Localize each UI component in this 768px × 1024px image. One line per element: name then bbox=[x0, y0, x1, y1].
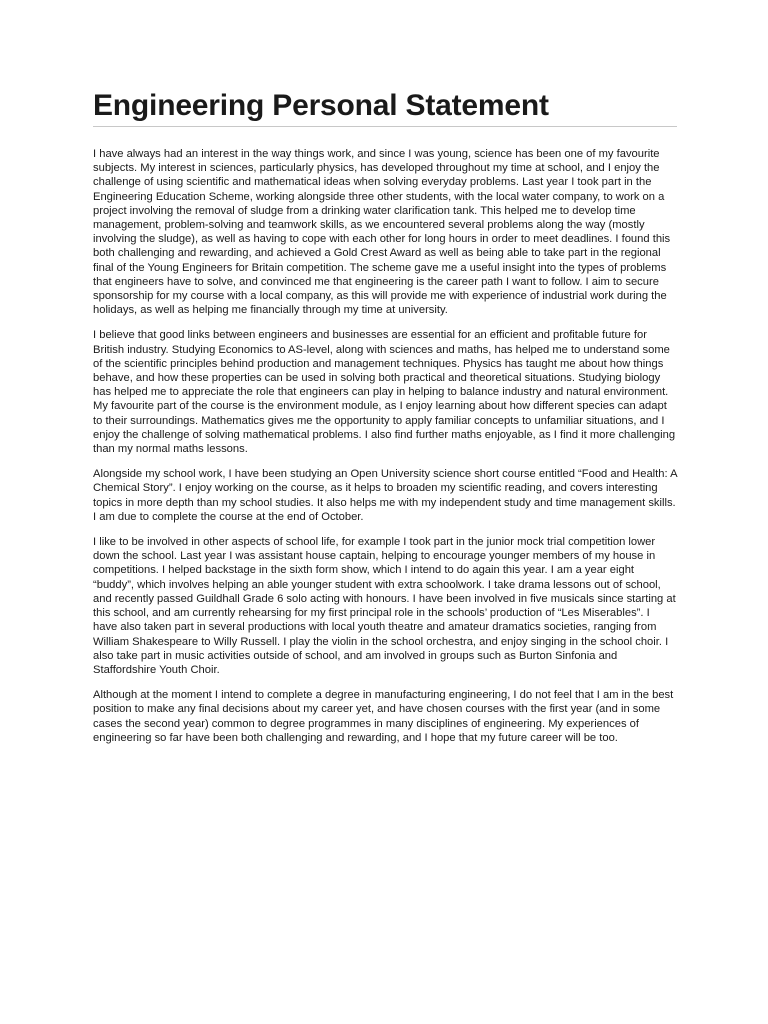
paragraph-school-life: I like to be involved in other aspects of school life, for example I took part in the junior mock trial competition lower down the school. Last year I was assistant house captain, helping to encourage younger members of my house in competitions. I helped backstage in the sixth form show, which I intend to do again this year. I am a year eight “buddy”, which involves helping an able younger student with extra schoolwork. I take drama lessons out of school, and recently passed Guildhall Grade 6 solo acting with honours. I have been involved in five musicals since starting at this school, and am currently rehearsing for my first principal role in the schools’ production of “Les Miserables”. I have also taken part in several productions with local youth theatre and amateur dramatics societies, ranging from William Shakespeare to Willy Russell. I play the violin in the school orchestra, and enjoy singing in the school choir. I also take part in music activities outside of school, and am involved in groups such as Burton Sinfonia and Staffordshire Youth Choir. bbox=[93, 536, 676, 676]
document-page bbox=[93, 88, 677, 756]
page-title: Engineering Personal Statement bbox=[93, 88, 677, 127]
paragraph-open-university: Alongside my school work, I have been studying an Open University science short course entitled “Food and Health: A Chemical Story”. I enjoy working on the course, as it helps to broaden my scientific reading, and covers interesting topics in more depth than my school studies. It also helps me with my independent study and time management skills. I am due to complete the course at the end of October. bbox=[93, 468, 677, 523]
paragraph-conclusion: Although at the moment I intend to complete a degree in manufacturing engineering, I do not feel that I am in the best position to make any final decisions about my career yet, and have chosen courses with the first year (and in some cases the second year) common to degree programmes in many disciplines of engineering. My experiences of engineering so far have been both challenging and rewarding, and I hope that my future career will be too. bbox=[93, 689, 674, 744]
paragraph-industry-links: I believe that good links between engineers and businesses are essential for an efficient and profitable future for British industry. Studying Economics to AS-level, along with sciences and maths, has helped me to understand some of the scientific principles behind production and management techniques. Physics has taught me about how things behave, and how these properties can be used in solving both practical and theoretical situations. Studying biology has helped me to appreciate the role that engineers can play in helping to balance industry and natural environment. My favourite part of the course is the environment module, as I enjoy learning about how different species can adapt to their surroundings. Mathematics gives me the opportunity to apply familiar concepts to unfamiliar situations, and I enjoy the challenge of solving mathematical problems. I also find further maths enjoyable, as I find it more challenging than my normal maths lessons. bbox=[93, 329, 676, 456]
paragraph-interest: I have always had an interest in the way things work, and since I was young, science has been one of my favourite subjects. My interest in sciences, particularly physics, has developed throughout my time at school, and I enjoy the challenge of using scientific and mathematical ideas when solving everyday problems. Last year I took part in the Engineering Education Scheme, working alongside three other students, with the local water company, to work on a project involving the removal of sludge from a drinking water clarification tank. This helped me to develop time management, problem-solving and teamwork skills, as we encountered several problems along the way (mostly involving the sludge), as well as having to cope with each other for long hours in order to meet deadlines. I found this both challenging and rewarding, and achieved a Gold Crest Award as well as being able to take part in the regional final of the Young Engineers for Britain competition. The scheme gave me a useful insight into the types of problems that engineers have to solve, and convinced me that engineering is the career path I want to follow. I aim to secure sponsorship for my course with a local company, as this will provide me with experience of industrial work during the holidays, as well as helping me financially through my time at university. bbox=[93, 148, 671, 317]
document-body bbox=[93, 147, 677, 745]
